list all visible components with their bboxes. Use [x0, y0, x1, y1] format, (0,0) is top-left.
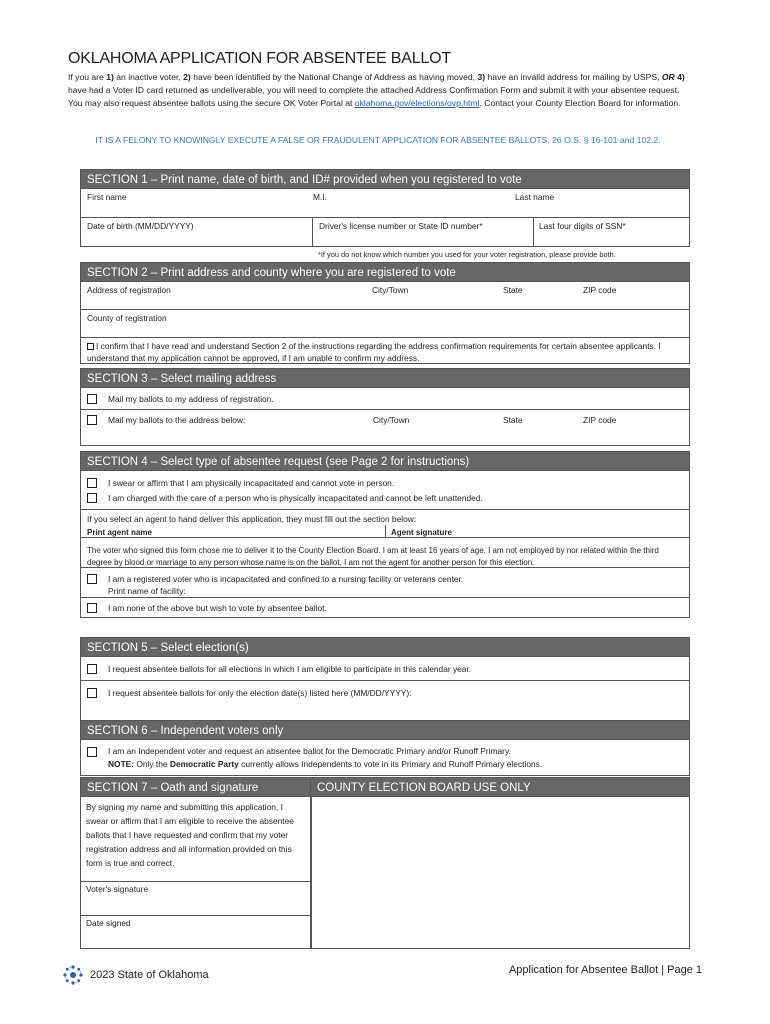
felony-warning: IT IS A FELONY TO KNOWINGLY EXECUTE A FALSE OR FRAUDULENT APPLICATION FOR ABSENTEE BALLOTS. 26 O.S. § 16-101 and 102.2. [95, 135, 661, 145]
mail-other-address-checkbox[interactable] [87, 415, 97, 425]
first-name-label: First name [87, 192, 127, 202]
specific-dates-label: I request absentee ballots for only the election date(s) listed here (MM/DD/YYYY): [108, 688, 412, 698]
section-7 [80, 777, 311, 949]
agent-statement: The voter who signed this form chose me to deliver it to the County Election Board. I am at least 16 years of age. I am not employed by nor related within the third degree by blood or marriage to any person whose name is on the ballot. I am not the agent for another person for this election. [87, 546, 659, 567]
agent-intro: If you select an agent to hand deliver this application, they must fill out the section below: [87, 514, 417, 524]
all-elections-checkbox[interactable] [87, 664, 97, 674]
county-use-area [311, 777, 690, 949]
oath-text: By signing my name and submitting this application, I swear or affirm that I am eligible to receive the absentee ballots that I have requested and confirm that my voter registration address and all information provided on this form is true and correct. [86, 802, 294, 868]
id-note: *If you do not know which number you used for your voter registration, please provide both. [318, 250, 616, 259]
footer-copyright: 2023 State of Oklahoma [90, 969, 209, 981]
agent-name-label: Print agent name [87, 528, 152, 537]
caregiver-label: I am charged with the care of a person who is physically incapacitated and cannot be left unattended. [108, 493, 483, 503]
section-5 [80, 637, 690, 721]
nursing-facility-checkbox[interactable] [87, 574, 97, 584]
section-1 [80, 169, 690, 263]
section-6 [80, 720, 690, 776]
caregiver-checkbox[interactable] [87, 493, 97, 503]
mail-registration-label: Mail my ballots to my address of registration. [108, 394, 274, 404]
none-of-above-checkbox[interactable] [87, 603, 97, 613]
zip-label: ZIP code [583, 285, 617, 295]
section-7-row [80, 777, 690, 949]
specific-dates-checkbox[interactable] [87, 688, 97, 698]
county-use-header: COUNTY ELECTION BOARD USE ONLY [311, 777, 690, 797]
mail-city-label: City/Town [373, 415, 410, 425]
independent-label: I am an Independent voter and request an absentee ballot for the Democratic Primary and/or Runoff Primary. [108, 746, 511, 756]
intro-paragraph: If you are 1) an inactive voter, 2) have been identified by the National Change of Address as having moved, 3) have an invalid address for mailing by USPS, OR 4) have had a Voter ID card returned as undeliverable, you will need to complete the attached Address Confirmation Form and submit it with your absentee request. You may also request absentee ballots using the secure OK Voter Portal at oklahoma.gov/elections/ovp.html. Contact your County Election Board for information. [68, 72, 685, 108]
section-2-header: SECTION 2 – Print address and county where you are registered to vote [80, 262, 690, 282]
footer-left [62, 964, 209, 986]
county-label: County of registration [87, 313, 167, 323]
independent-checkbox[interactable] [87, 747, 97, 757]
ssn-label: Last four digits of SSN* [539, 221, 626, 231]
none-of-above-label: I am none of the above but wish to vote by absentee ballot. [108, 603, 327, 613]
section-3 [80, 368, 690, 446]
facility-name-label: Print name of facility: [108, 586, 186, 596]
section-3-header: SECTION 3 – Select mailing address [80, 368, 690, 388]
mi-label: M.I. [313, 192, 327, 202]
last-name-label: Last name [515, 192, 555, 202]
incapacitated-label: I swear or affirm that I am physically incapacitated and cannot vote in person. [108, 478, 395, 488]
all-elections-label: I request absentee ballots for all elections in which I am eligible to participate in this calendar year. [108, 664, 472, 674]
mail-other-address-label: Mail my ballots to the address below: [108, 415, 246, 425]
section-4-header: SECTION 4 – Select type of absentee request (see Page 2 for instructions) [80, 451, 690, 471]
footer-page-label: Application for Absentee Ballot | Page 1 [508, 964, 702, 976]
city-label: City/Town [372, 285, 409, 295]
state-label: State [503, 285, 523, 295]
confirm-statement: I confirm that I have read and understand Section 2 of the instructions regarding the address confirmation requirements for certain absentee applicants. I understand that my application cannot be approved, if I am unable to confirm my address. [87, 341, 661, 363]
state-seal-icon [62, 964, 84, 986]
address-label: Address of registration [87, 285, 171, 295]
mail-registration-checkbox[interactable] [87, 394, 97, 404]
confirm-checkbox[interactable] [87, 343, 94, 350]
page-title: OKLAHOMA APPLICATION FOR ABSENTEE BALLOT [68, 50, 451, 67]
mail-state-label: State [503, 415, 523, 425]
agent-signature-label: Agent signature [391, 528, 452, 537]
section-6-header: SECTION 6 – Independent voters only [80, 720, 690, 740]
section-2 [80, 262, 690, 364]
nursing-facility-label: I am a registered voter who is incapacitated and confined to a nursing facility or veterans center. [108, 574, 464, 584]
voter-signature-label: Voter's signature [86, 884, 149, 894]
mail-zip-label: ZIP code [583, 415, 617, 425]
dob-label: Date of birth (MM/DD/YYYY) [87, 221, 194, 231]
incapacitated-checkbox[interactable] [87, 478, 97, 488]
section-5-header: SECTION 5 – Select election(s) [80, 637, 690, 657]
dl-label: Driver's license number or State ID number* [319, 221, 483, 231]
ovp-link[interactable]: oklahoma.gov/elections/ovp.html [354, 98, 480, 108]
date-signed-label: Date signed [86, 918, 131, 928]
independent-note: NOTE: Only the Democratic Party currently allows Independents to vote in its Primary and Runoff Primary elections. [108, 759, 543, 769]
section-4 [80, 451, 690, 618]
section-1-header: SECTION 1 – Print name, date of birth, and ID# provided when you registered to vote [80, 169, 690, 189]
section-7-header: SECTION 7 – Oath and signature [80, 777, 311, 797]
